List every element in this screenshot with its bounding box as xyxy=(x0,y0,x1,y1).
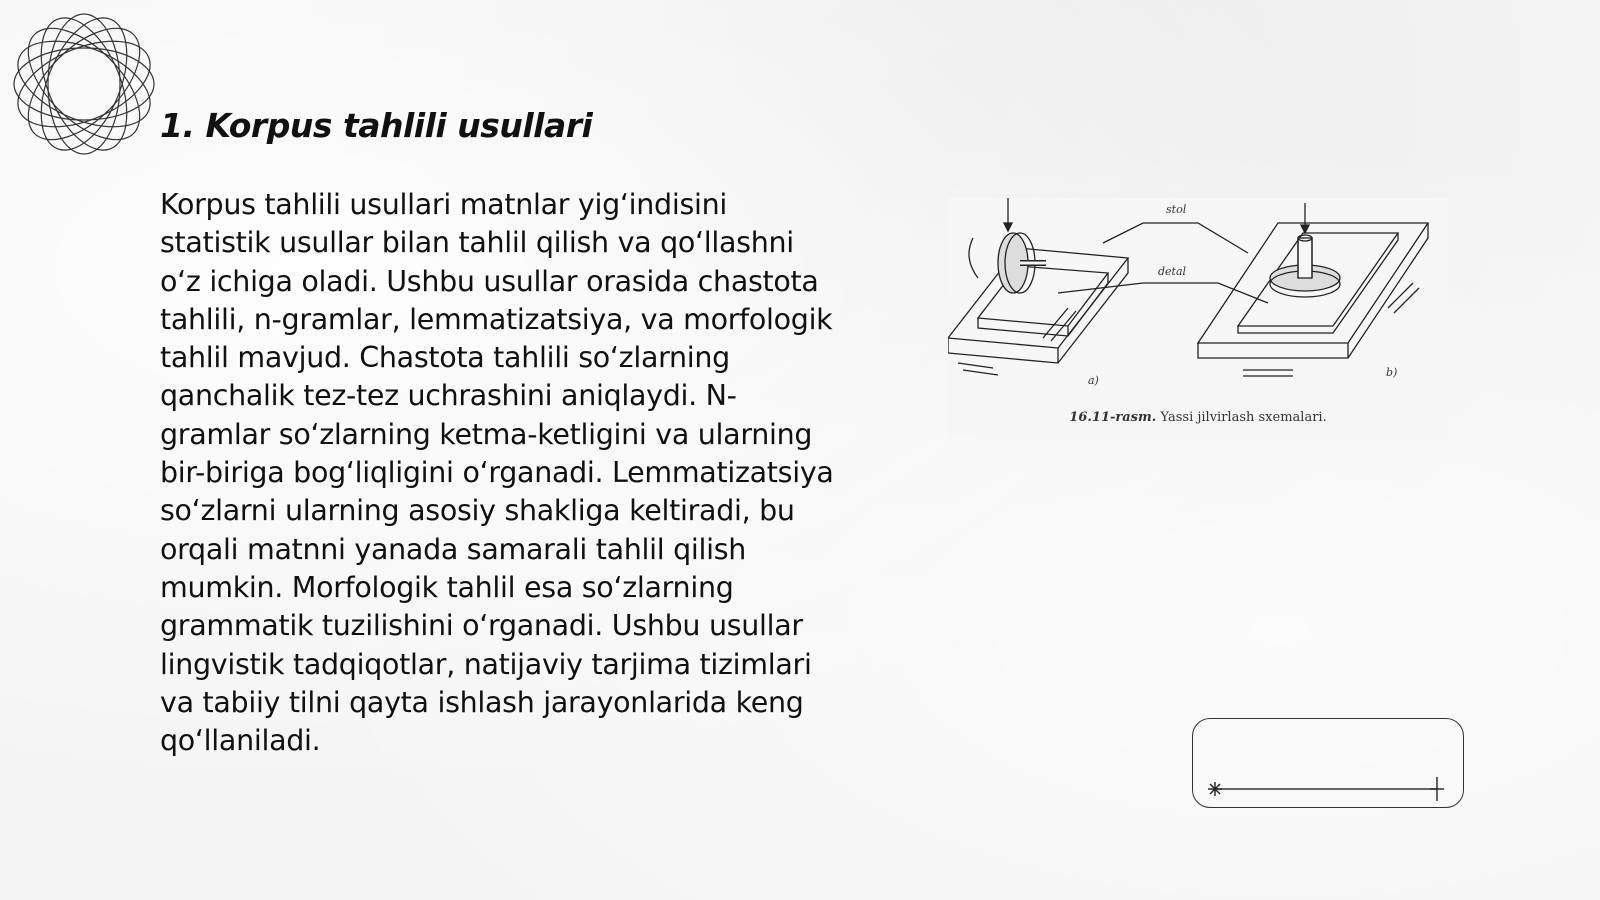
figure-caption xyxy=(948,410,1448,425)
figure-caption-number: 16.11-rasm. xyxy=(1069,410,1157,425)
figure-caption-text: Yassi jilvirlash sxemalari. xyxy=(1160,410,1327,425)
timeline-slider-icon xyxy=(1192,718,1464,808)
grinding-schematic-figure xyxy=(948,198,1448,438)
figure-label-a: a) xyxy=(1088,374,1099,387)
slide-body-text: Korpus tahlili usullari matnlar yig‘indisini statistik usullar bilan tahlil qilish va qo‘llashni o‘z ichiga oladi. Ushbu usullar orasida chastota tahlili, n-gramlar, lemmatizatsiya, va morfologik tahlil mavjud. Chastota tahlili so‘zlarning qanchalik tez-tez uchrashini aniqlaydi. N-gramlar so‘zlarning ketma-ketligini va ularning bir-biriga bog‘liqligini o‘rganadi. Lemmatizatsiya so‘zlarni ularning asosiy shakliga keltiradi, bu orqali matnni yanada samarali tahlil qilish mumkin. Morfologik tahlil esa so‘zlarning grammatik tuzilishini o‘rganadi. Ushbu usullar lingvistik tadqiqotlar, natijaviy tarjima tizimlari va tabiiy tilni qayta ishlash jarayonlarida keng qo‘llaniladi. xyxy=(160,188,834,758)
spirograph-ornament-icon xyxy=(10,10,158,158)
figure-label-b: b) xyxy=(1386,366,1398,379)
slide-title: 1. Korpus tahlili usullari xyxy=(160,106,593,145)
figure-label-stol: stol xyxy=(1166,203,1187,216)
figure-label-detal: detal xyxy=(1158,265,1187,278)
grinding-schematic-drawing xyxy=(948,198,1448,403)
